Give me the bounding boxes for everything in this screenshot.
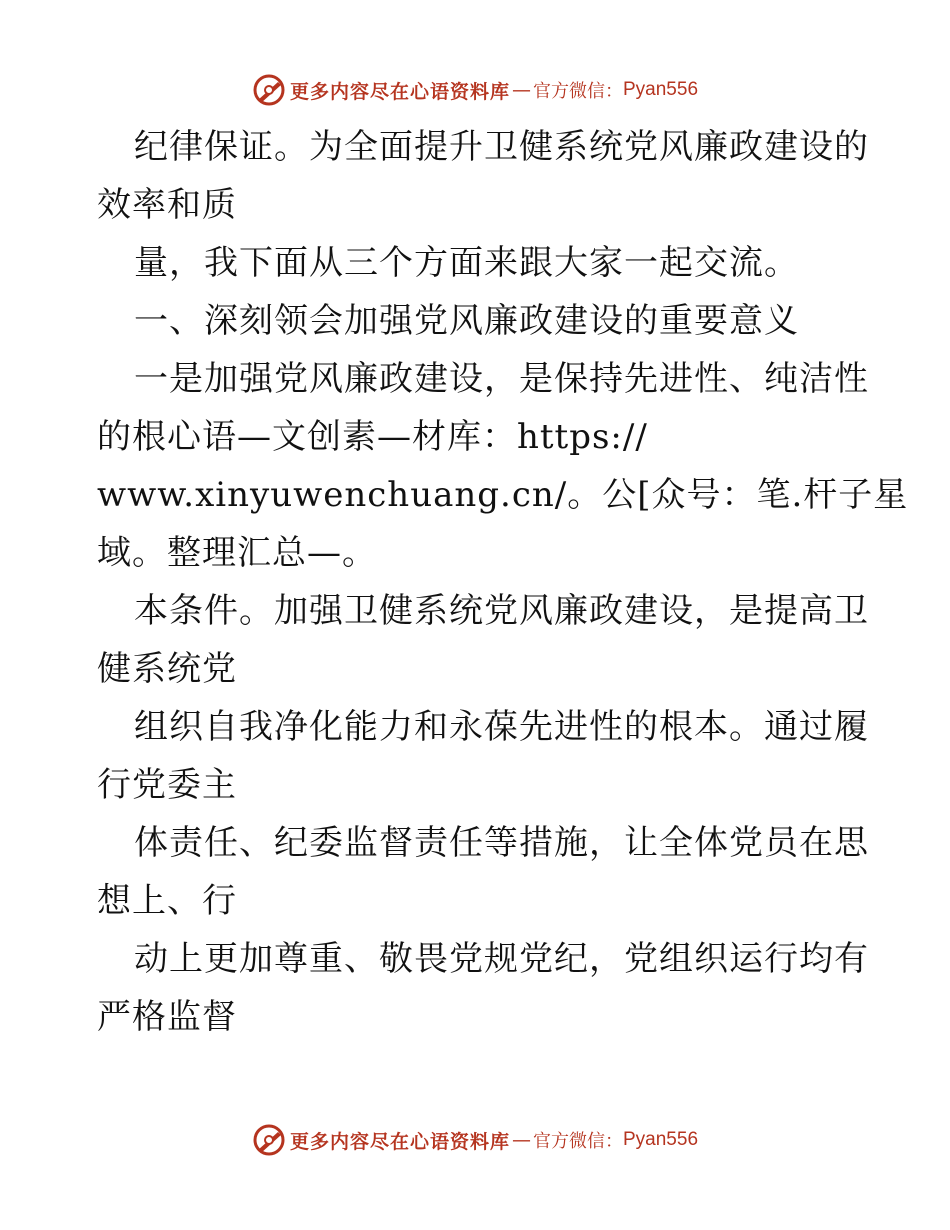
body-line: 的根心语—文创素—材库：https://	[97, 417, 648, 457]
header-dash: —	[512, 79, 531, 101]
body-line: 纪律保证。为全面提升卫健系统党风廉政建设的	[134, 127, 869, 167]
body-line: 行党委主	[97, 765, 237, 805]
footer-dash: —	[512, 1129, 531, 1151]
footer-wechat-handle: Pyan556	[623, 1129, 699, 1150]
body-line: 严格监督	[97, 997, 237, 1037]
header-wechat-label: 官方微信：	[533, 81, 623, 102]
footer-banner	[0, 1120, 950, 1160]
body-line: 组织自我净化能力和永葆先进性的根本。通过履	[134, 707, 869, 747]
section-heading: 一、深刻领会加强党风廉政建设的重要意义	[134, 301, 799, 341]
pen-logo-icon	[252, 1123, 286, 1157]
header-wechat-handle: Pyan556	[623, 79, 699, 100]
body-line: 效率和质	[97, 185, 237, 225]
body-line: 体责任、纪委监督责任等措施，让全体党员在思	[134, 823, 869, 863]
footer-slogan: 更多内容尽在心语资料库	[289, 1130, 510, 1153]
body-line: 健系统党	[97, 649, 237, 689]
body-line: 动上更加尊重、敬畏党规党纪，党组织运行均有	[134, 939, 869, 979]
document-body	[97, 118, 909, 1046]
body-line: 一是加强党风廉政建设，是保持先进性、纯洁性	[134, 359, 869, 399]
body-line: 量，我下面从三个方面来跟大家一起交流。	[134, 243, 799, 283]
header-banner	[0, 70, 950, 110]
body-line: www.xinyuwenchuang.cn/。公[众号：笔.杆子星	[97, 475, 909, 515]
footer-wechat-label: 官方微信：	[533, 1131, 623, 1152]
pen-logo-icon	[252, 73, 286, 107]
header-slogan: 更多内容尽在心语资料库	[289, 80, 510, 103]
body-line: 本条件。加强卫健系统党风廉政建设，是提高卫	[134, 591, 869, 631]
body-line: 想上、行	[97, 881, 237, 921]
body-line: 域。整理汇总—。	[97, 533, 377, 573]
